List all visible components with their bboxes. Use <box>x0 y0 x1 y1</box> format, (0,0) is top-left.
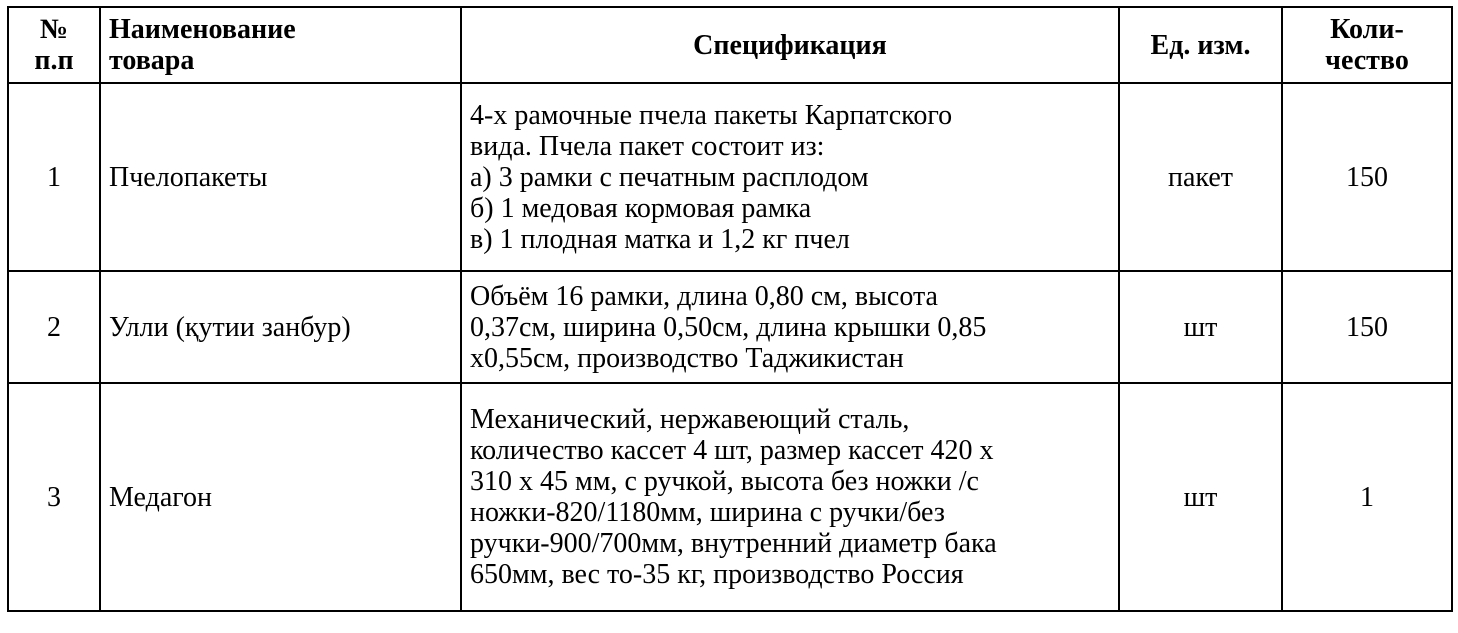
spec-line: б) 1 медовая кормовая рамка <box>470 192 812 224</box>
header-number <box>8 7 100 83</box>
row-unit: пакет <box>1119 83 1282 271</box>
header-specification: Спецификация <box>461 7 1119 83</box>
spec-line: 0,37см, ширина 0,50см, длина крышки 0,85 <box>470 311 987 343</box>
header-unit: Ед. изм. <box>1119 7 1282 83</box>
row-specification <box>461 271 1119 383</box>
spec-line: ручки-900/700мм, внутренний диаметр бака <box>470 528 997 559</box>
row-specification <box>461 83 1119 271</box>
spec-line: Объём 16 рамки, длина 0,80 см, высота <box>470 280 938 312</box>
header-quantity-line1: Коли- <box>1330 14 1404 45</box>
header-name-line2: товара <box>109 45 195 76</box>
spec-line: 650мм, вес то-35 кг, производство Россия <box>470 559 964 590</box>
spec-line: 4-х рамочные пчела пакеты Карпатского <box>470 99 953 131</box>
table-row <box>8 271 1452 383</box>
row-quantity: 1 <box>1282 383 1452 611</box>
header-quantity <box>1282 7 1452 83</box>
row-specification <box>461 383 1119 611</box>
spec-line: ножки-820/1180мм, ширина с ручки/без <box>470 497 945 528</box>
row-product-name: Улли (қутии занбур) <box>100 271 461 383</box>
row-product-name: Пчелопакеты <box>100 83 461 271</box>
header-name <box>100 7 461 83</box>
spec-line: 310 х 45 мм, с ручкой, высота без ножки /с <box>470 466 979 497</box>
row-quantity: 150 <box>1282 83 1452 271</box>
table-header-row <box>8 7 1452 83</box>
row-number: 2 <box>8 271 100 383</box>
header-quantity-line2: чество <box>1325 45 1409 76</box>
spec-line: количество кассет 4 шт, размер кассет 420 х <box>470 435 994 466</box>
row-unit: шт <box>1119 383 1282 611</box>
row-number: 1 <box>8 83 100 271</box>
header-name-line1: Наименование <box>109 14 296 45</box>
header-number-line2: п.п <box>34 45 74 76</box>
row-product-name: Медагон <box>100 383 461 611</box>
header-number-line1: № <box>39 14 69 45</box>
spec-line: х0,55см, производство Таджикистан <box>470 342 904 374</box>
spec-line: вида. Пчела пакет состоит из: <box>470 130 825 162</box>
row-unit: шт <box>1119 271 1282 383</box>
specification-table <box>7 6 1453 612</box>
table-row <box>8 383 1452 611</box>
spec-line: в) 1 плодная матка и 1,2 кг пчел <box>470 223 850 255</box>
spec-line: а) 3 рамки с печатным расплодом <box>470 161 869 193</box>
row-number: 3 <box>8 383 100 611</box>
table-row <box>8 83 1452 271</box>
spec-line: Механический, нержавеющий сталь, <box>470 404 910 435</box>
row-quantity: 150 <box>1282 271 1452 383</box>
